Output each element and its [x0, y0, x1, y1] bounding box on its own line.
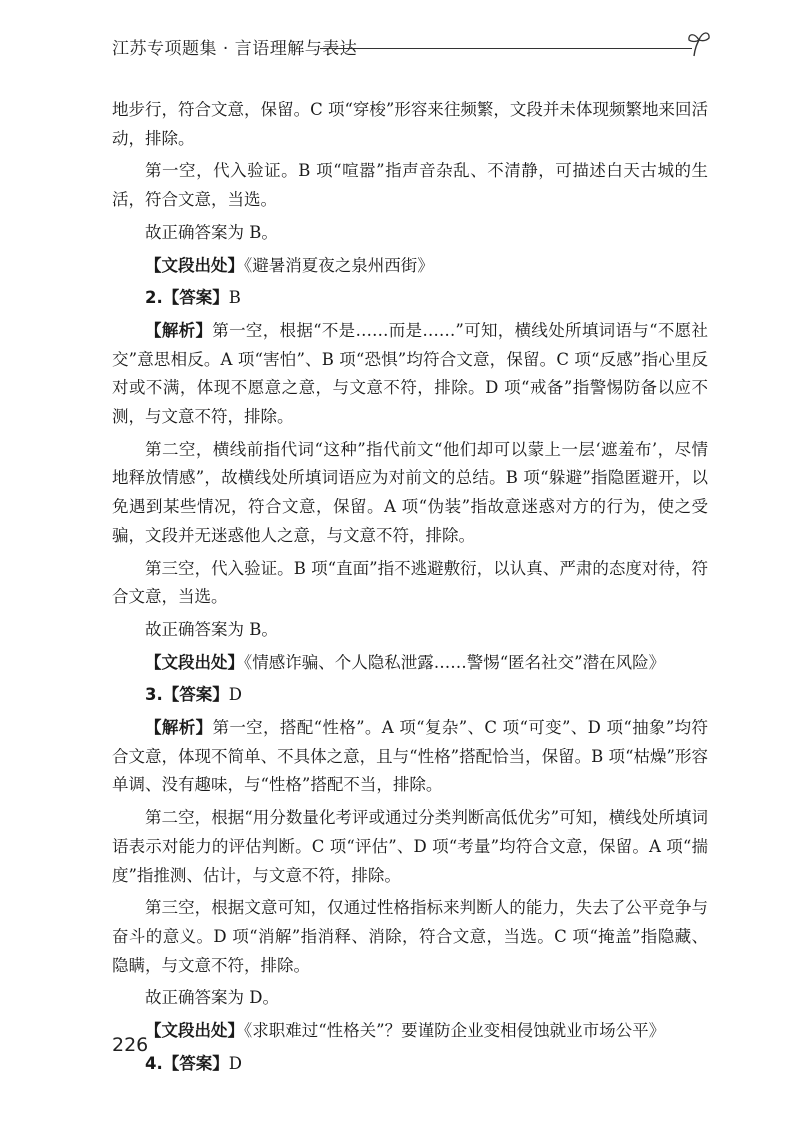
- paragraph-text: 第二空，根据“用分数量化考评或通过分类判断高低优劣”可知，横线处所填词语表示对能力的评估判断。C 项“评估”、D 项“考量”均符合文意，保留。A 项“揣度”指推测、估计，与文意不符，排除。: [112, 808, 708, 885]
- paragraph-p6: [112, 317, 708, 432]
- paragraph-text: B: [228, 288, 241, 308]
- section-tag: 【文段出处】: [145, 255, 244, 275]
- running-header: [112, 28, 712, 68]
- paragraph-p15: [112, 984, 708, 1013]
- paragraph-p8: [112, 555, 708, 612]
- section-tag: 3.【答案】: [145, 685, 229, 705]
- paragraph-text: D: [228, 1053, 242, 1073]
- paragraph-text: 《避暑消夏夜之泉州西街》: [244, 255, 434, 275]
- paragraph-p7: [112, 436, 708, 551]
- sprout-icon: [686, 28, 712, 58]
- paragraph-p13: [112, 804, 708, 890]
- paragraph-p9: [112, 616, 708, 645]
- paragraph-text: 第三空，根据文意可知，仅通过性格指标来判断人的能力，失去了公平竞争与奋斗的意义。D 项“消解”指消释、消除，符合文意，当选。C 项“掩盖”指隐藏、隐瞒，与文意不符，排除。: [112, 898, 708, 975]
- paragraph-text: 第二空，横线前指代词“这种”指代前文“他们却可以蒙上一层‘遮羞布’，尽情地释放情感”，故横线处所填词语应为对前文的总结。B 项“躲避”指隐匿避开，以免遇到某些情况，符合文意，保留。A 项“伪装”指故意迷惑对方的行为，使之受骗，文段并无迷惑他人之意，与文意不符，排除。: [112, 439, 708, 545]
- section-tag: 【文段出处】: [145, 652, 244, 672]
- section-tag: 【解析】: [145, 718, 213, 738]
- paragraph-p5: [112, 284, 708, 313]
- paragraph-text: 第一空，代入验证。B 项“喧嚣”指声音杂乱、不清静，可描述白天古城的生活，符合文意，当选。: [112, 161, 708, 210]
- paragraph-text: 故正确答案为 B。: [145, 619, 278, 639]
- section-tag: 2.【答案】: [145, 288, 229, 308]
- page-number: 226: [112, 1034, 149, 1056]
- paragraph-text: D: [228, 685, 242, 705]
- paragraph-p4: [112, 252, 708, 281]
- paragraph-p10: [112, 649, 708, 678]
- header-rule: [320, 48, 692, 49]
- main-text: [112, 96, 708, 1083]
- section-tag: 【解析】: [145, 320, 213, 340]
- paragraph-text: 故正确答案为 B。: [145, 222, 278, 242]
- paragraph-p14: [112, 894, 708, 980]
- paragraph-p12: [112, 714, 708, 800]
- paragraph-text: 第一空，根据“不是……而是……”可知，横线处所填词语与“不愿社交”意思相反。A 项“害怕”、B 项“恐惧”均符合文意，保留。C 项“反感”指心里反对或不满，体现不愿意之意，与文意不符，排除。D 项“戒备”指警惕防备以应不测，与文意不符，排除。: [112, 320, 708, 427]
- paragraph-text: 第三空，代入验证。B 项“直面”指不逃避敷衍，以认真、严肃的态度对待，符合文意，当选。: [112, 558, 708, 607]
- paragraph-text: 《情感诈骗、个人隐私泄露……警惕“匿名社交”潜在风险》: [244, 652, 666, 672]
- paragraph-p16: [112, 1017, 708, 1046]
- paragraph-p17: [112, 1050, 708, 1079]
- paragraph-p3: [112, 219, 708, 248]
- paragraph-text: 地步行，符合文意，保留。C 项“穿梭”形容来往频繁，文段并未体现频繁地来回活动，排除。: [112, 100, 708, 148]
- section-tag: 【文段出处】: [145, 1021, 244, 1041]
- section-tag: 4.【答案】: [145, 1053, 229, 1073]
- paragraph-p2: [112, 157, 708, 214]
- paragraph-p1: [112, 96, 708, 153]
- paragraph-text: 第一空，搭配“性格”。A 项“复杂”、C 项“可变”、D 项“抽象”均符合文意，体现不简单、不具体之意，且与“性格”搭配恰当，保留。B 项“枯燥”形容单调、没有趣味，与“性格”搭配不当，排除。: [112, 718, 708, 795]
- paragraph-text: 故正确答案为 D。: [145, 988, 279, 1008]
- paragraph-text: 《求职难过“性格关”？要谨防企业变相侵蚀就业市场公平》: [244, 1021, 666, 1041]
- header-title: 江苏专项题集 · 言语理解与表达: [112, 39, 358, 59]
- paragraph-p11: [112, 681, 708, 710]
